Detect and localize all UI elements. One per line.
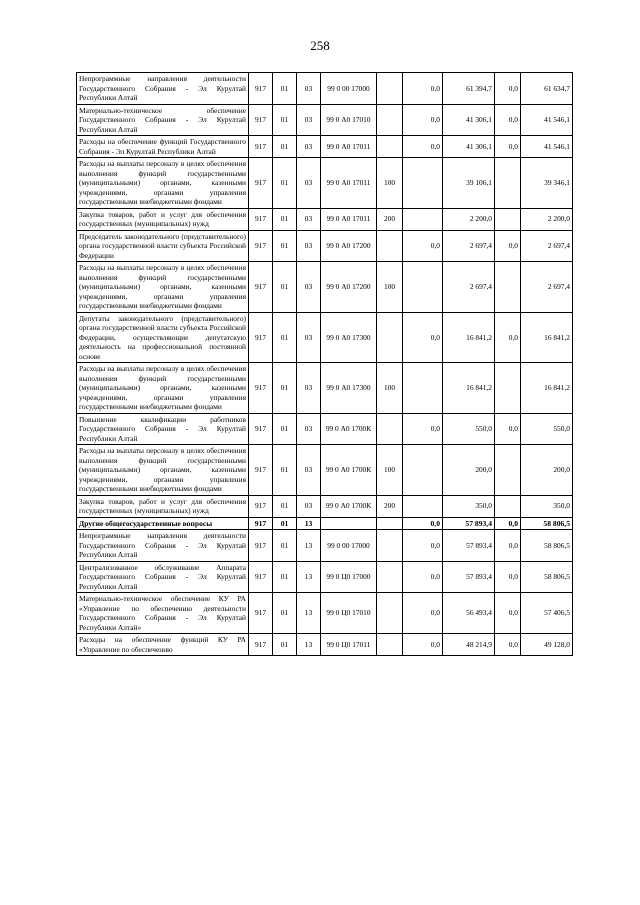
value-1-cell: 0,0	[403, 634, 443, 656]
ved-code-cell: 917	[249, 413, 273, 445]
value-1-cell	[403, 262, 443, 313]
row-name-cell: Повышение квалификации работников Государственного Собрания - Эл Курултай Республики Алтай	[77, 413, 249, 445]
section-code-cell: 01	[273, 495, 297, 517]
ved-code-cell: 917	[249, 136, 273, 158]
value-2-cell: 200,0	[443, 445, 495, 496]
budget-table	[76, 72, 573, 656]
subsection-code-cell: 03	[297, 136, 321, 158]
expense-type-cell	[377, 312, 403, 363]
section-code-cell: 01	[273, 104, 297, 136]
value-4-cell: 41 546,1	[521, 104, 573, 136]
value-4-cell: 49 128,0	[521, 634, 573, 656]
target-article-cell: 99 0 А0 17300	[321, 363, 377, 414]
value-4-cell: 2 200,0	[521, 208, 573, 230]
expense-type-cell: 100	[377, 445, 403, 496]
subsection-code-cell: 03	[297, 230, 321, 262]
table-row	[77, 262, 573, 313]
target-article-cell: 99 0 А0 17011	[321, 208, 377, 230]
table-row	[77, 230, 573, 262]
section-code-cell: 01	[273, 363, 297, 414]
value-3-cell	[495, 445, 521, 496]
table-row	[77, 561, 573, 593]
value-3-cell: 0,0	[495, 593, 521, 634]
subsection-code-cell: 03	[297, 445, 321, 496]
value-3-cell: 0,0	[495, 530, 521, 562]
value-2-cell: 48 214,9	[443, 634, 495, 656]
row-name-cell: Материально-техническое обеспечение КУ РА «Управление по обеспечению деятельности Государственного Собрания - Эл Курултай Республики Алтай»	[77, 593, 249, 634]
ved-code-cell: 917	[249, 517, 273, 530]
value-1-cell: 0,0	[403, 413, 443, 445]
section-code-cell: 01	[273, 73, 297, 105]
row-name-cell: Закупка товаров, работ и услуг для обеспечения государственных (муниципальных) нужд	[77, 495, 249, 517]
row-name-cell: Расходы на обеспечение функций КУ РА «Управление по обеспечению	[77, 634, 249, 656]
row-name-cell: Непрограммные направления деятельности Государственного Собрания - Эл Курултай Республики Алтай	[77, 73, 249, 105]
expense-type-cell	[377, 104, 403, 136]
expense-type-cell: 100	[377, 363, 403, 414]
expense-type-cell: 100	[377, 262, 403, 313]
expense-type-cell: 200	[377, 495, 403, 517]
value-3-cell: 0,0	[495, 312, 521, 363]
value-1-cell: 0,0	[403, 136, 443, 158]
value-1-cell	[403, 363, 443, 414]
table-row	[77, 208, 573, 230]
table-row	[77, 593, 573, 634]
expense-type-cell: 200	[377, 208, 403, 230]
section-code-cell: 01	[273, 634, 297, 656]
subsection-code-cell: 03	[297, 104, 321, 136]
subsection-code-cell: 03	[297, 262, 321, 313]
value-3-cell	[495, 158, 521, 209]
value-1-cell	[403, 158, 443, 209]
ved-code-cell: 917	[249, 230, 273, 262]
value-1-cell: 0,0	[403, 561, 443, 593]
expense-type-cell	[377, 517, 403, 530]
value-4-cell: 2 697,4	[521, 230, 573, 262]
value-2-cell: 2 697,4	[443, 262, 495, 313]
subsection-code-cell: 13	[297, 593, 321, 634]
expense-type-cell	[377, 634, 403, 656]
value-2-cell: 16 841,2	[443, 312, 495, 363]
value-4-cell: 2 697,4	[521, 262, 573, 313]
target-article-cell: 99 0 А0 1700К	[321, 495, 377, 517]
subsection-code-cell: 03	[297, 312, 321, 363]
value-4-cell: 39 346,1	[521, 158, 573, 209]
table-row	[77, 312, 573, 363]
value-2-cell: 16 841,2	[443, 363, 495, 414]
row-name-cell: Закупка товаров, работ и услуг для обеспечения государственных (муниципальных) нужд	[77, 208, 249, 230]
value-3-cell: 0,0	[495, 136, 521, 158]
ved-code-cell: 917	[249, 561, 273, 593]
section-code-cell: 01	[273, 136, 297, 158]
target-article-cell: 99 0 А0 17300	[321, 312, 377, 363]
table-row	[77, 445, 573, 496]
expense-type-cell	[377, 136, 403, 158]
subsection-code-cell: 13	[297, 561, 321, 593]
table-row	[77, 413, 573, 445]
value-2-cell: 57 893,4	[443, 561, 495, 593]
table-row	[77, 73, 573, 105]
row-name-cell: Непрограммные направления деятельности Государственного Собрания - Эл Курултай Республики Алтай	[77, 530, 249, 562]
value-1-cell	[403, 208, 443, 230]
value-4-cell: 200,0	[521, 445, 573, 496]
value-3-cell: 0,0	[495, 73, 521, 105]
value-4-cell: 350,0	[521, 495, 573, 517]
section-code-cell: 01	[273, 208, 297, 230]
ved-code-cell: 917	[249, 312, 273, 363]
subsection-code-cell: 03	[297, 73, 321, 105]
ved-code-cell: 917	[249, 445, 273, 496]
section-code-cell: 01	[273, 445, 297, 496]
section-code-cell: 01	[273, 158, 297, 209]
subsection-code-cell: 13	[297, 517, 321, 530]
expense-type-cell	[377, 73, 403, 105]
value-2-cell: 2 200,0	[443, 208, 495, 230]
table-row	[77, 634, 573, 656]
value-1-cell	[403, 495, 443, 517]
value-1-cell: 0,0	[403, 517, 443, 530]
section-code-cell: 01	[273, 530, 297, 562]
value-3-cell	[495, 208, 521, 230]
table-row	[77, 495, 573, 517]
row-name-cell: Расходы на выплаты персоналу в целях обеспечения выполнения функций государственными (муниципальными) органами, казенными учреждениями, органами управления государственными внебюджетными фондами	[77, 363, 249, 414]
row-name-cell: Расходы на выплаты персоналу в целях обеспечения выполнения функций государственными (муниципальными) органами, казенными учреждениями, органами управления государственными внебюджетными фондами	[77, 262, 249, 313]
expense-type-cell: 100	[377, 158, 403, 209]
value-3-cell: 0,0	[495, 104, 521, 136]
subsection-code-cell: 03	[297, 158, 321, 209]
target-article-cell: 99 0 А0 17010	[321, 104, 377, 136]
table-row	[77, 104, 573, 136]
section-code-cell: 01	[273, 230, 297, 262]
target-article-cell: 99 0 А0 1700К	[321, 413, 377, 445]
section-code-cell: 01	[273, 262, 297, 313]
target-article-cell: 99 0 А0 1700К	[321, 445, 377, 496]
section-code-cell: 01	[273, 312, 297, 363]
subsection-code-cell: 03	[297, 363, 321, 414]
target-article-cell: 99 0 Ц0 17011	[321, 634, 377, 656]
value-3-cell: 0,0	[495, 517, 521, 530]
table-row	[77, 363, 573, 414]
target-article-cell: 99 0 А0 17011	[321, 136, 377, 158]
value-2-cell: 350,0	[443, 495, 495, 517]
value-3-cell	[495, 495, 521, 517]
value-4-cell: 550,0	[521, 413, 573, 445]
ved-code-cell: 917	[249, 495, 273, 517]
ved-code-cell: 917	[249, 158, 273, 209]
expense-type-cell	[377, 413, 403, 445]
value-2-cell: 39 106,1	[443, 158, 495, 209]
section-code-cell: 01	[273, 561, 297, 593]
subsection-code-cell: 03	[297, 495, 321, 517]
table-row	[77, 530, 573, 562]
value-2-cell: 56 493,4	[443, 593, 495, 634]
row-name-cell: Централизованное обслуживание Аппарата Государственного Собрания - Эл Курултай Республики Алтай	[77, 561, 249, 593]
expense-type-cell	[377, 230, 403, 262]
value-1-cell: 0,0	[403, 104, 443, 136]
ved-code-cell: 917	[249, 530, 273, 562]
section-code-cell: 01	[273, 517, 297, 530]
row-name-cell: Расходы на выплаты персоналу в целях обеспечения выполнения функций государственными (муниципальными) органами, казенными учреждениями, органами управления государственными внебюджетными фондами	[77, 158, 249, 209]
value-4-cell: 16 841,2	[521, 312, 573, 363]
ved-code-cell: 917	[249, 104, 273, 136]
value-3-cell	[495, 363, 521, 414]
value-4-cell: 57 406,5	[521, 593, 573, 634]
target-article-cell: 99 0 А0 17200	[321, 230, 377, 262]
value-2-cell: 61 394,7	[443, 73, 495, 105]
value-3-cell: 0,0	[495, 230, 521, 262]
ved-code-cell: 917	[249, 208, 273, 230]
row-name-cell: Расходы на обеспечение функций Государственного Собрания - Эл Курултай Республики Алтай	[77, 136, 249, 158]
target-article-cell: 99 0 А0 17200	[321, 262, 377, 313]
value-4-cell: 41 546,1	[521, 136, 573, 158]
value-1-cell: 0,0	[403, 230, 443, 262]
target-article-cell: 99 0 00 17000	[321, 530, 377, 562]
value-2-cell: 550,0	[443, 413, 495, 445]
expense-type-cell	[377, 593, 403, 634]
subsection-code-cell: 13	[297, 530, 321, 562]
subsection-code-cell: 03	[297, 413, 321, 445]
target-article-cell: 99 0 А0 17011	[321, 158, 377, 209]
section-code-cell: 01	[273, 413, 297, 445]
table-row	[77, 136, 573, 158]
target-article-cell: 99 0 Ц0 17010	[321, 593, 377, 634]
expense-type-cell	[377, 561, 403, 593]
target-article-cell: 99 0 00 17000	[321, 73, 377, 105]
value-4-cell: 58 806,5	[521, 561, 573, 593]
value-4-cell: 16 841,2	[521, 363, 573, 414]
page-number: 258	[310, 38, 330, 53]
subsection-code-cell: 13	[297, 634, 321, 656]
value-3-cell: 0,0	[495, 413, 521, 445]
ved-code-cell: 917	[249, 73, 273, 105]
row-name-cell: Материально-техническое обеспечение Государственного Собрания - Эл Курултай Республики Алтай	[77, 104, 249, 136]
value-3-cell	[495, 262, 521, 313]
value-4-cell: 61 634,7	[521, 73, 573, 105]
row-name-cell: Расходы на выплаты персоналу в целях обеспечения выполнения функций государственными (муниципальными) органами, казенными учреждениями, органами управления государственными внебюджетными фондами	[77, 445, 249, 496]
row-name-cell: Председатель законодательного (представительного) органа государственной власти субъекта Российской Федерации	[77, 230, 249, 262]
value-2-cell: 2 697,4	[443, 230, 495, 262]
section-code-cell: 01	[273, 593, 297, 634]
target-article-cell	[321, 517, 377, 530]
subsection-code-cell: 03	[297, 208, 321, 230]
table-row	[77, 517, 573, 530]
value-2-cell: 41 306,1	[443, 136, 495, 158]
value-1-cell	[403, 445, 443, 496]
table-row	[77, 158, 573, 209]
row-name-cell: Депутаты законодательного (представительного) органа государственной власти субъекта Российской Федерации, осуществляющие депутатскую деятельность на профессиональной постоянной основе	[77, 312, 249, 363]
value-1-cell: 0,0	[403, 530, 443, 562]
ved-code-cell: 917	[249, 363, 273, 414]
value-2-cell: 57 893,4	[443, 517, 495, 530]
value-3-cell: 0,0	[495, 561, 521, 593]
row-name-cell: Другие общегосударственные вопросы	[77, 517, 249, 530]
value-4-cell: 58 806,5	[521, 530, 573, 562]
ved-code-cell: 917	[249, 262, 273, 313]
expense-type-cell	[377, 530, 403, 562]
value-3-cell: 0,0	[495, 634, 521, 656]
ved-code-cell: 917	[249, 634, 273, 656]
value-1-cell: 0,0	[403, 593, 443, 634]
value-1-cell: 0,0	[403, 73, 443, 105]
target-article-cell: 99 0 Ц0 17000	[321, 561, 377, 593]
value-4-cell: 58 806,5	[521, 517, 573, 530]
value-2-cell: 41 306,1	[443, 104, 495, 136]
value-1-cell: 0,0	[403, 312, 443, 363]
value-2-cell: 57 893,4	[443, 530, 495, 562]
ved-code-cell: 917	[249, 593, 273, 634]
